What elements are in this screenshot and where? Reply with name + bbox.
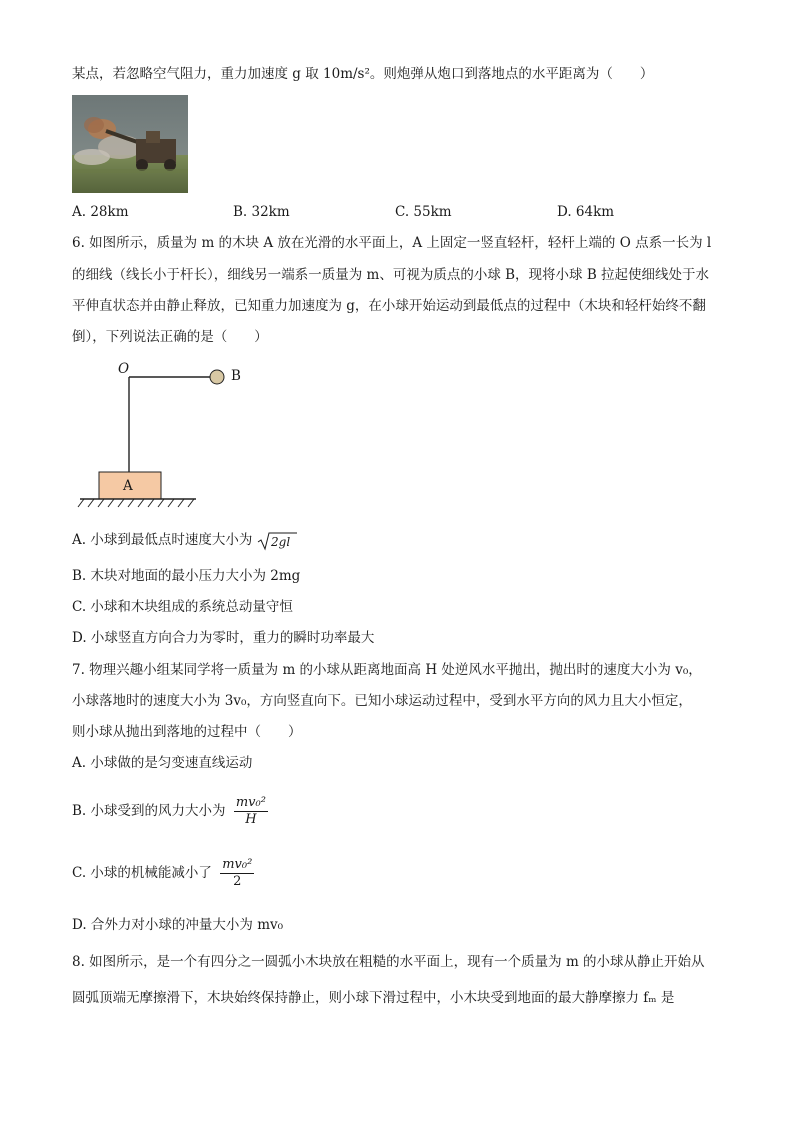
q5-stem-line: 某点，若忽略空气阻力，重力加速度 g 取 10m/s²。则炮弹从炮口到落地点的水平距离为（ ） — [72, 66, 654, 82]
q7-option-b — [72, 792, 268, 830]
sqrt-expression — [257, 530, 297, 551]
sqrt-expression-text: 2gl — [270, 534, 290, 549]
q6-option-d: D. 小球竖直方向合力为零时，重力的瞬时功率最大 — [72, 630, 375, 646]
q6-stem-line-4: 倒），下列说法正确的是（ ） — [72, 329, 268, 345]
q5-option-d: D. 64km — [557, 204, 615, 220]
q7-option-c — [72, 854, 254, 892]
q8-stem-line-1: 8. 如图所示，是一个有四分之一圆弧小木块放在粗糙的水平面上，现有一个质量为 m 的小球从静止开始从 — [72, 954, 705, 970]
q8-stem-line-2: 圆弧顶端无摩擦滑下，木块始终保持静止，则小球下滑过程中，小木块受到地面的最大静摩擦力 fₘ 是 — [72, 990, 675, 1006]
q7-option-d: D. 合外力对小球的冲量大小为 mv₀ — [72, 917, 284, 933]
block-rod-ball-diagram — [72, 358, 252, 518]
fraction-numerator: mv₀² — [222, 857, 253, 872]
fraction-denominator: 2 — [233, 874, 242, 889]
q5-option-a: A. 28km — [72, 204, 129, 220]
q7-option-a: A. 小球做的是匀变速直线运动 — [72, 755, 253, 771]
cannon-photo — [72, 95, 188, 193]
q5-option-b: B. 32km — [233, 204, 290, 220]
q6-stem-line-2: 的细线（线长小于杆长），细线另一端系一质量为 m、可视为质点的小球 B，现将小球 B 拉起使细线处于水 — [72, 267, 710, 283]
q7-stem-line-2: 小球落地时的速度大小为 3v₀，方向竖直向下。已知小球运动过程中，受到水平方向的风力且大小恒定， — [72, 693, 692, 709]
fraction-denominator: H — [245, 812, 257, 827]
q6-option-a — [72, 530, 297, 551]
fraction-wind-force — [234, 795, 268, 828]
q7-option-c-text: C. 小球的机械能减小了 — [72, 865, 212, 881]
q5-option-c: C. 55km — [395, 204, 452, 220]
q6-option-a-text: A. 小球到最低点时速度大小为 — [72, 532, 253, 548]
q6-stem-line-3: 平伸直状态并由静止释放，已知重力加速度为 g，在小球开始运动到最低点的过程中（木块和轻杆始终不翻 — [72, 298, 706, 314]
q6-option-c: C. 小球和木块组成的系统总动量守恒 — [72, 599, 293, 615]
fraction-energy-loss — [220, 857, 254, 890]
q6-option-b: B. 木块对地面的最小压力大小为 2mg — [72, 568, 301, 584]
q7-stem-line-3: 则小球从抛出到落地的过程中（ ） — [72, 724, 302, 740]
label-o: O — [118, 361, 130, 377]
label-b: B — [231, 368, 241, 384]
q7-stem-line-1: 7. 物理兴趣小组某同学将一质量为 m 的小球从距离地面高 H 处逆风水平抛出，抛出时的速度大小为 v₀， — [72, 662, 702, 678]
q6-stem-line-1: 6. 如图所示，质量为 m 的木块 A 放在光滑的水平面上，A 上固定一竖直轻杆，轻杆上端的 O 点系一长为 l — [72, 235, 712, 251]
q7-option-b-text: B. 小球受到的风力大小为 — [72, 803, 226, 819]
fraction-numerator: mv₀² — [235, 795, 266, 810]
label-a: A — [123, 478, 133, 494]
